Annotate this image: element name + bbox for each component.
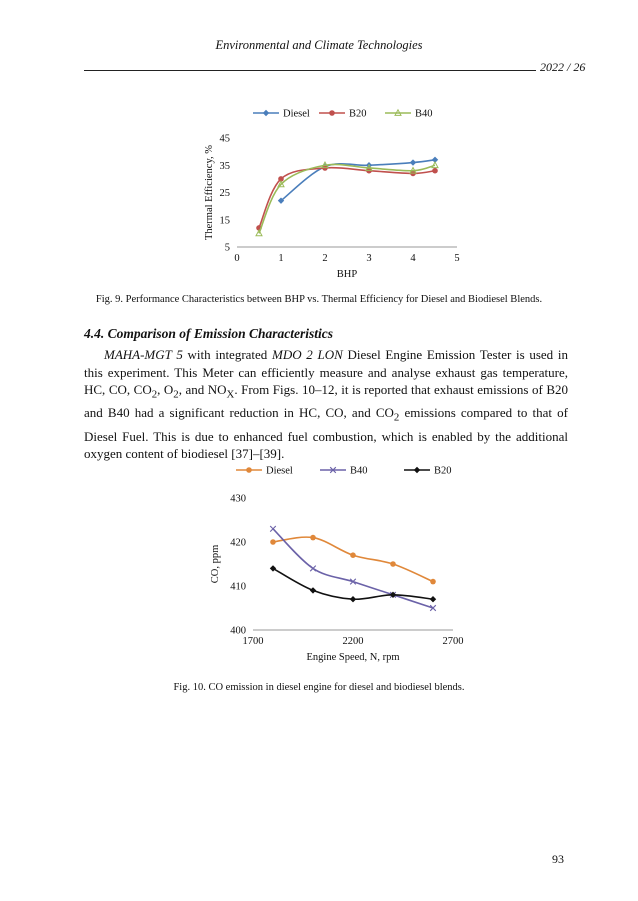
fig9-point-b20-5 — [432, 168, 438, 174]
fig9-x-tick-4: 4 — [410, 253, 416, 264]
fig9-legend-label-b40: B40 — [415, 108, 433, 120]
fig9-y-tick-25: 25 — [219, 188, 230, 199]
body-paragraph: MAHA-MGT 5 with integrated MDO 2 LON Diesel Engine Emission Tester is used in this experiment. This Meter can efficiently measure and analyse exhaust gas temperature, HC, CO, $CO_2$, $O_2$, and $NO_X$. From Figs. 10–12, it is reported that exhaust emissions of B20 and B40 had a significant reduction in HC, CO, and $CO_2$ emissions compared to that of Diesel Fuel. This is due to enhanced fuel combustion, which is enabled by the additional oxygen content of biodiesel [37]–[39]. — [84, 347, 569, 462]
fig9-point-diesel-3 — [410, 159, 416, 165]
fig10-x-tick-2200: 2200 — [342, 636, 364, 647]
fig9-y-tick-45: 45 — [219, 133, 230, 145]
figure-10-chart — [0, 458, 638, 663]
fig10-legend-b20 — [404, 466, 452, 477]
fig9-point-b40-5 — [432, 162, 438, 168]
fig10-point-b40-1 — [310, 566, 316, 572]
header-rule — [84, 70, 536, 71]
section-heading: 4.4. Comparison of Emission Characteristics — [84, 326, 334, 341]
fig9-x-tick-0: 0 — [234, 253, 240, 264]
fig9-x-tick-3: 3 — [366, 253, 372, 264]
fig9-legend-label-b20: B20 — [349, 108, 367, 120]
fig10-point-b20-0 — [270, 565, 276, 571]
fig10-point-diesel-4 — [430, 579, 436, 585]
fig9-legend-b40 — [385, 109, 433, 120]
fig10-y-tick-400: 400 — [230, 625, 246, 637]
figure-9-caption: Fig. 9. Performance Characteristics between BHP vs. Thermal Efficiency for Diesel and Biodiesel Blends. — [95, 294, 543, 305]
fig10-legend-diesel — [236, 466, 293, 477]
fig10-point-b20-4 — [430, 596, 436, 602]
fig10-legend-marker-b20 — [414, 467, 420, 473]
fig10-legend-marker-diesel — [246, 467, 252, 473]
fig9-legend-label-diesel: Diesel — [283, 108, 310, 120]
fig9-line-diesel — [281, 160, 435, 201]
fig10-x-tick-2700: 2700 — [442, 636, 464, 647]
fig10-x-tick-1700: 1700 — [242, 636, 264, 647]
fig10-point-b20-2 — [350, 596, 356, 602]
tester-module: MDO 2 LON — [272, 347, 343, 362]
fig10-legend-label-b20: B20 — [434, 465, 452, 477]
fig10-line-b20 — [273, 568, 433, 599]
fig9-legend-diesel — [253, 109, 310, 120]
fig9-x-axis-label: BHP — [336, 269, 358, 280]
fig9-legend-b20 — [319, 109, 367, 120]
figure-9-chart — [0, 95, 638, 290]
issue-number: 2022 / 26 — [540, 60, 586, 74]
fig9-y-tick-35: 35 — [219, 160, 230, 172]
fig10-y-tick-420: 420 — [230, 537, 246, 549]
fig10-legend-b40 — [320, 466, 368, 477]
fig10-y-tick-430: 430 — [230, 493, 246, 505]
fig10-point-diesel-0 — [270, 539, 276, 545]
fig10-point-diesel-3 — [390, 561, 396, 567]
fig10-legend-label-b40: B40 — [350, 465, 368, 477]
fig10-x-axis-label: Engine Speed, N, rpm — [306, 652, 400, 663]
fig9-series-diesel — [278, 157, 438, 204]
fig10-series-diesel — [270, 535, 436, 585]
fig10-point-diesel-1 — [310, 535, 316, 541]
fig9-x-tick-5: 5 — [454, 253, 460, 264]
fig9-legend-marker-b20 — [329, 110, 335, 116]
fig9-y-axis-label: Thermal Efficiency, % — [204, 144, 215, 241]
fig10-line-diesel — [273, 537, 433, 581]
fig10-point-b40-0 — [270, 526, 276, 532]
fig9-legend-marker-diesel — [263, 110, 269, 116]
journal-title: Environmental and Climate Technologies — [215, 38, 423, 52]
fig9-x-tick-2: 2 — [322, 253, 328, 264]
fig10-point-diesel-2 — [350, 552, 356, 558]
fig9-y-tick-15: 15 — [219, 215, 230, 227]
fig9-y-tick-5: 5 — [224, 242, 230, 254]
fig10-y-tick-410: 410 — [230, 581, 246, 593]
fig10-legend-label-diesel: Diesel — [266, 465, 293, 477]
figure-10-caption: Fig. 10. CO emission in diesel engine for diesel and biodiesel blends. — [173, 682, 465, 693]
fig10-y-axis-label: CO, ppm — [210, 544, 221, 584]
fig9-x-tick-1: 1 — [278, 253, 284, 264]
page-number: 93 — [552, 852, 564, 866]
tester-name: MAHA-MGT 5 — [104, 347, 183, 362]
fig10-point-b20-1 — [310, 587, 316, 593]
